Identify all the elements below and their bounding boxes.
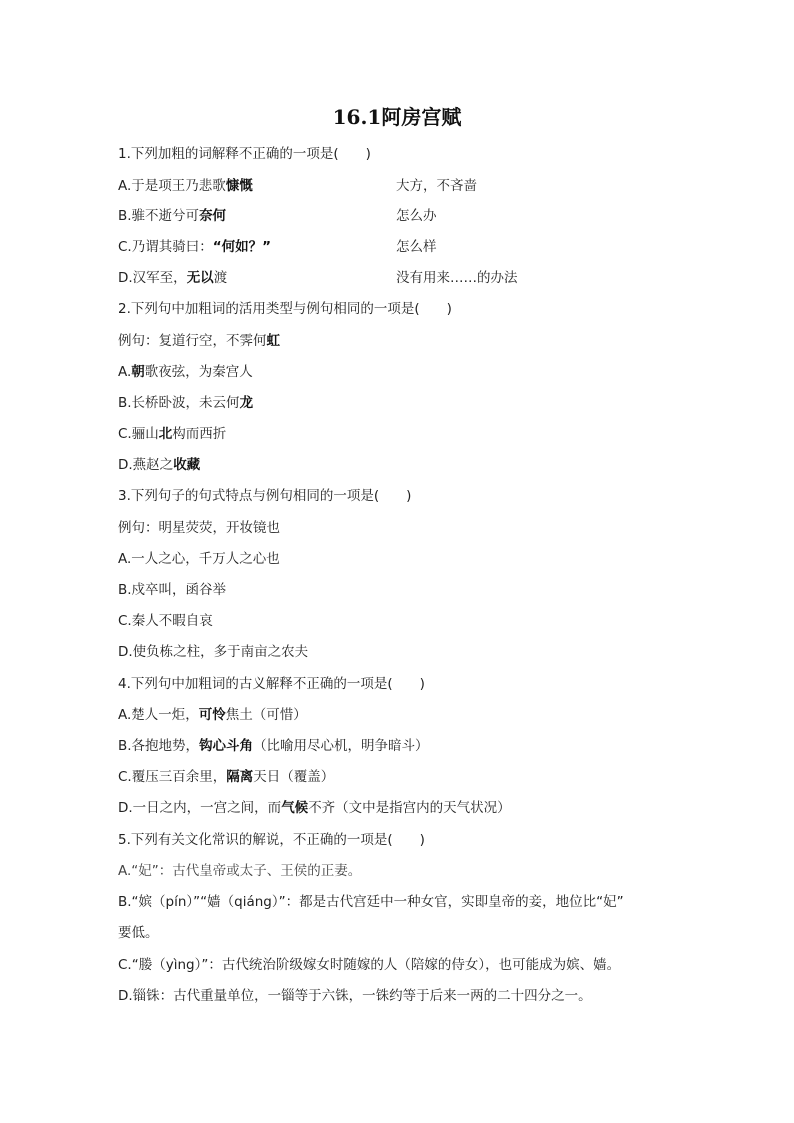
question-5-stem: 5.下列有关文化常识的解说，不正确的一项是( ): [118, 832, 425, 848]
option-meaning: 没有用来……的办法: [396, 270, 518, 286]
bold-word: 收藏: [173, 457, 201, 473]
bold-word: 可怜: [198, 707, 226, 723]
bold-word: 朝: [131, 364, 145, 380]
question-1-option-d: D.汉军至，无以渡 没有用来……的办法: [118, 267, 227, 289]
question-2-option-b: B.长桥卧波，未云何龙: [118, 395, 254, 411]
bold-word: 龙: [239, 395, 254, 411]
bold-word: “何如？”: [212, 239, 271, 255]
question-5-option-c: C.“媵（yìng）”：古代统治阶级嫁女时随嫁的人（陪嫁的侍女），也可能成为嫔、嫱。: [118, 957, 621, 973]
bold-word: 慷慨: [225, 178, 253, 194]
question-4-option-b: B.各抱地势，钩心斗角（比喻用尽心机，明争暗斗）: [118, 738, 429, 754]
bold-word: 钩心斗角: [199, 738, 254, 754]
question-3-option-c: C.秦人不暇自哀: [118, 613, 213, 629]
question-2-option-d: D.燕赵之收藏: [118, 457, 201, 473]
question-1-stem: 1.下列加粗的词解释不正确的一项是( ): [118, 146, 371, 162]
question-3-stem: 3.下列句子的句式特点与例句相同的一项是( ): [118, 488, 412, 504]
bold-word: 无以: [186, 270, 214, 286]
question-4-option-c: C.覆压三百余里，隔离天日（覆盖）: [118, 769, 335, 785]
bold-word: 虹: [266, 333, 280, 349]
question-4-option-a: A.楚人一炬，可怜焦土（可惜）: [118, 707, 307, 723]
question-1-option-c: C.乃谓其骑曰：“何如？” 怎么样: [118, 236, 271, 258]
question-5-option-b-line-1: B.“嫔（pín）”“嫱（qiáng）”：都是古代宫廷中一种女官，实即皇帝的妾，地位比“妃”: [118, 894, 624, 910]
question-1-option-a: A.于是项王乃悲歌慷慨 大方，不吝啬: [118, 175, 253, 197]
question-1-option-b: B.骓不逝兮可奈何 怎么办: [118, 205, 226, 227]
question-2-option-c: C.骊山北构而西折: [118, 426, 227, 442]
bold-word: 北: [158, 426, 173, 442]
question-5-option-b-line-2: 要低。: [118, 925, 159, 941]
question-3-option-d: D.使负栋之柱，多于南亩之农夫: [118, 644, 309, 660]
page-title: 16.1阿房宫赋: [332, 105, 462, 129]
question-3-option-a: A.一人之心，千万人之心也: [118, 551, 280, 567]
question-3-option-b: B.戍卒叫，函谷举: [118, 582, 227, 598]
option-meaning: 大方，不吝啬: [396, 178, 477, 194]
question-4-stem: 4.下列句中加粗词的古义解释不正确的一项是( ): [118, 676, 425, 692]
option-meaning: 怎么样: [396, 239, 437, 255]
option-meaning: 怎么办: [396, 208, 437, 224]
question-2-stem: 2.下列句中加粗词的活用类型与例句相同的一项是( ): [118, 301, 452, 317]
bold-word: 隔离: [226, 769, 254, 785]
question-2-example: 例句：复道行空，不霁何虹: [118, 333, 280, 349]
question-2-option-a: A.朝歌夜弦，为秦宫人: [118, 364, 253, 380]
bold-word: 气候: [281, 800, 309, 816]
question-5-option-a: A.“妃”：古代皇帝或太子、王侯的正妻。: [118, 863, 362, 879]
question-5-option-d: D.锱铢：古代重量单位，一锱等于六铢，一铢约等于后来一两的二十四分之一。: [118, 988, 592, 1004]
question-4-option-d: D.一日之内，一宫之间，而气候不齐（文中是指宫内的天气状况）: [118, 800, 511, 816]
bold-word: 奈何: [199, 208, 227, 224]
question-3-example: 例句：明星荧荧，开妆镜也: [118, 520, 280, 536]
